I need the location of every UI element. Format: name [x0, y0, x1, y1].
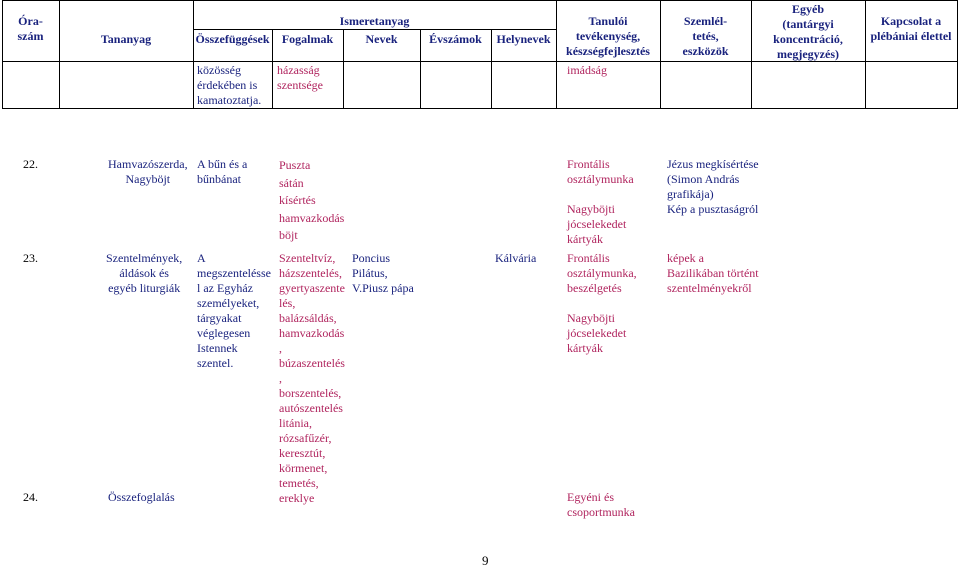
ismeretanyag-rule	[193, 29, 556, 30]
header-ismeretanyag: Ismeretanyag	[339, 14, 410, 28]
row-22-osszefuggesek: A bűn és a bűnbánat	[197, 157, 248, 186]
row-23-tananyag: Szentelmények, áldások és egyéb liturgiák	[106, 251, 183, 295]
header-evszamok: Évszámok	[429, 32, 482, 46]
header-egyeb: Egyéb (tantárgyi koncentráció, megjegyzés)	[773, 2, 843, 61]
row-22-number: 22.	[23, 157, 38, 171]
header-tanuloi: Tanulói tevékenység, készségfejlesztés	[566, 14, 650, 58]
header-ora: Óra- szám	[17, 14, 44, 43]
page-number: 9	[482, 553, 489, 568]
col-rule	[957, 0, 958, 109]
row-22-fogalmak: Puszta sátán kísértés hamvazkodás böjt	[279, 158, 345, 242]
row-23-number: 23.	[23, 251, 38, 265]
header-kapcsolat: Kapcsolat a plébániai élettel	[870, 14, 952, 43]
header-osszefuggesek: Összefüggések	[195, 32, 270, 46]
header-nevek: Nevek	[365, 32, 398, 46]
row-23-nevek: Poncius Pilátus, V.Piusz pápa	[352, 251, 414, 295]
header-szemleltetes: Szemlél- tetés, eszközök	[682, 14, 729, 58]
row-22-egyeb: Jézus megkísértése (Simon András grafikája) Kép a pusztaságról	[667, 157, 759, 216]
prev-row-tanuloi: imádság	[567, 63, 607, 77]
row-23-tanuloi: Frontális osztálymunka, beszélgetés Nagyböjti jócselekedet kártyák	[567, 251, 637, 355]
header-tananyag: Tananyag	[100, 32, 152, 46]
row-23-fogalmak: Szenteltvíz, házszentelés, gyertyaszente lés, balázsáldás, hamvazkodás , búzaszentelés , borszentelés, autószentelés litánia, rózsafűzér, keresztút, körmenet, temetés, ereklye	[279, 251, 345, 505]
row-24-tanuloi: Egyéni és csoportmunka	[567, 490, 635, 519]
header-helynevek: Helynevek	[496, 32, 551, 46]
row-24-tananyag: Összefoglalás	[108, 490, 175, 504]
table-top-rule	[2, 0, 958, 1]
row-24-number: 24.	[23, 490, 38, 504]
col-rule	[59, 0, 60, 109]
row-23-osszefuggesek: A megszentelésse l az Egyház személyeket, tárgyakat véglegesen Istennek szentel.	[197, 251, 271, 370]
prev-row-osszefuggesek: közösség érdekében is kamatoztatja.	[197, 63, 262, 107]
row-22-tanuloi: Frontális osztálymunka Nagyböjti jócselekedet kártyák	[567, 157, 634, 246]
header-fogalmak: Fogalmak	[281, 32, 334, 46]
prev-row-fogalmak: házasság szentsége	[277, 63, 323, 92]
row-22-tananyag: Hamvazószerda, Nagyböjt	[108, 157, 188, 186]
row-23-helynevek: Kálvária	[495, 251, 537, 265]
row-23-egyeb: képek a Bazilikában történt szentelményekről	[667, 251, 759, 295]
prev-row-bottom-rule	[2, 108, 958, 109]
